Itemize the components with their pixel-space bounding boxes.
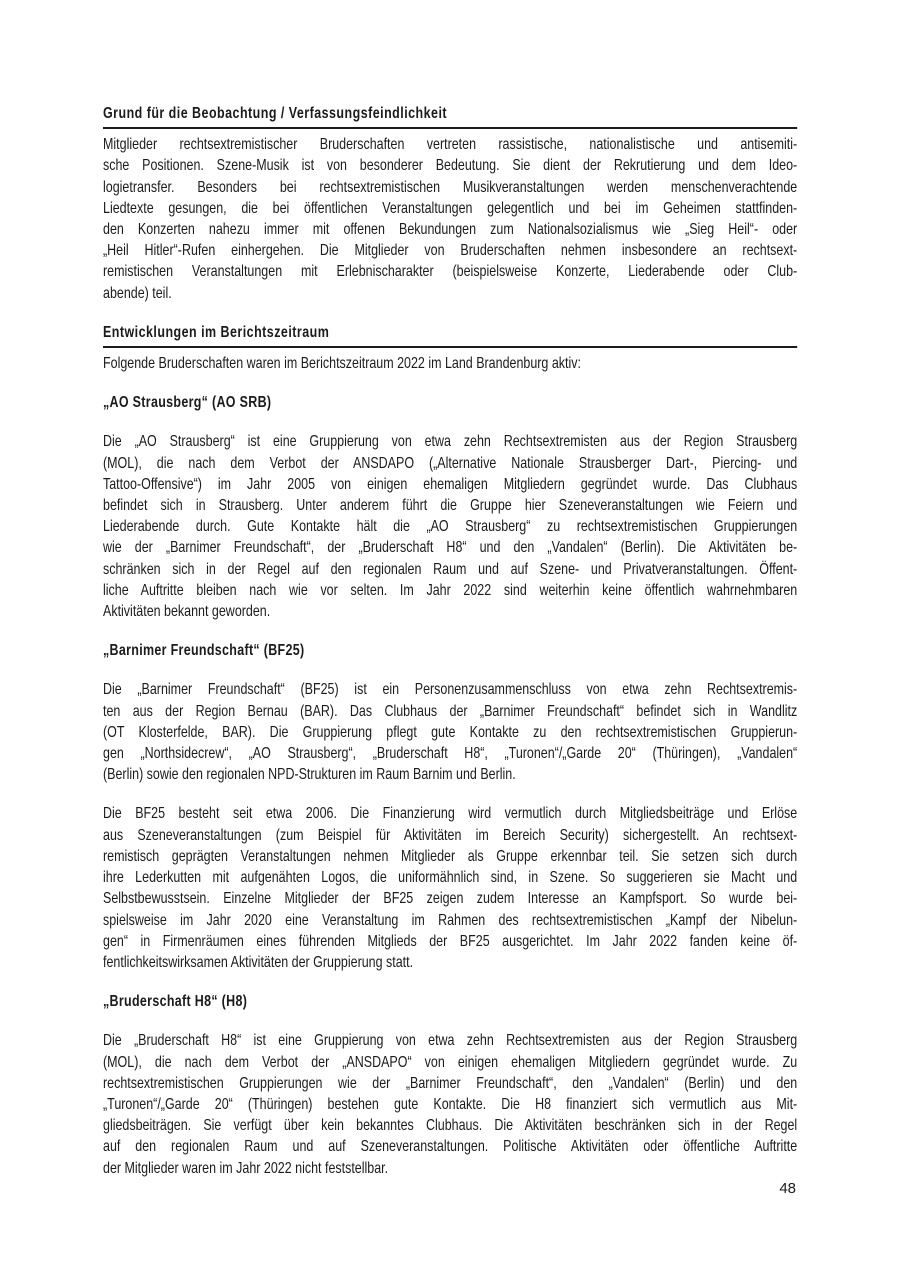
text-line: (MOL), die nach dem Verbot der ANSDAPO („Alternative Nationale Strausberger Dart-, Piercing- und (103, 454, 798, 472)
text-line: den Konzerten nahezu immer mit offenen Bekundungen zum Nationalsozialismus wie „Sieg Heil“- oder (103, 221, 798, 239)
paragraph-bf25-second (103, 803, 797, 973)
paragraph-bruderschaft-h8 (103, 1030, 797, 1178)
text-line: „Heil Hitler“-Rufen einhergehen. Die Mitglieder von Bruderschaften nehmen insbesondere an rechtsext- (103, 242, 798, 260)
text-line: gliedsbeiträgen. Sie verfügt über kein bekanntes Clubhaus. Die Aktivitäten beschränken sich in der Regel (103, 1117, 798, 1135)
developments-intro-line: Folgende Bruderschaften waren im Berichtszeitraum 2022 im Land Brandenburg aktiv: (103, 355, 581, 373)
section-heading-reason: Grund für die Beobachtung / Verfassungsfeindlichkeit (103, 103, 797, 129)
text-line: auf den regionalen Raum und auf Szeneveranstaltungen. Politische Aktivitäten oder öffentliche Auftritte (103, 1138, 798, 1156)
text-line: gen“ in Firmenräumen eines führenden Mitglieds der BF25 ausgerichtet. Im Jahr 2022 fanden keine öf- (103, 932, 798, 950)
text-line: Die BF25 besteht seit etwa 2006. Die Finanzierung wird vermutlich durch Mitgliedsbeiträge und Erlöse (103, 805, 798, 823)
text-line: befindet sich in Strausberg. Unter anderem führt die Gruppe hier Szeneveranstaltungen wie Feiern und (103, 497, 798, 515)
text-line: gen „Northsidecrew“, „AO Strausberg“, „Bruderschaft H8“, „Turonen“/„Garde 20“ (Thüringen), „Vandalen“ (103, 745, 798, 763)
text-line: (MOL), die nach dem Verbot der „ANSDAPO“ von einigen ehemaligen Mitgliedern gegründet wurde. Zu (103, 1053, 798, 1071)
text-line: remistischen Veranstaltungen mit Erlebnischarakter (beispielsweise Konzerte, Liederabende oder Club- (103, 263, 798, 281)
page-number: 48 (779, 1180, 796, 1197)
paragraph-bf25-first (103, 679, 797, 785)
text-line: Liederabende durch. Gute Kontakte hält die „AO Strausberg“ zu rechtsextremistischen Gruppierungen (103, 518, 798, 536)
text-line: aus Szeneveranstaltungen (zum Beispiel für Aktivitäten im Bereich Security) sichergestellt. An rechtsext- (103, 826, 798, 844)
text-line: (OT Klosterfelde, BAR). Die Gruppierung pflegt gute Kontakte zu den rechtsextremistischen Gruppierun- (103, 723, 798, 741)
paragraph-reason (103, 134, 797, 304)
text-line: Die „Barnimer Freundschaft“ (BF25) ist ein Personenzusammenschluss von etwa zehn Rechtsextremis- (103, 681, 798, 699)
text-line: fentlichkeitswirksamen Aktivitäten der Gruppierung statt. (103, 953, 414, 971)
text-line: spielsweise im Jahr 2020 eine Veranstaltung im Rahmen des rechtsextremistischen „Kampf der Nibelun- (103, 911, 798, 929)
text-line: ihre Lederkutten mit aufgenähten Logos, die uniformähnlich sind, in Szene. So suggerieren sie Macht und (103, 869, 798, 887)
subheading-ao-strausberg: „AO Strausberg“ (AO SRB) (103, 394, 272, 412)
paragraph-ao-strausberg (103, 431, 797, 622)
subheading-bruderschaft-h8: „Bruderschaft H8“ (H8) (103, 993, 248, 1011)
text-line: Liedtexte gesungen, die bei öffentlichen Veranstaltungen gelegentlich und bei im Geheimen stattfinden- (103, 199, 798, 217)
text-line: Die „AO Strausberg“ ist eine Gruppierung von etwa zehn Rechtsextremisten aus der Region Strausberg (103, 433, 798, 451)
text-line: Selbstbewusstsein. Einzelne Mitglieder der BF25 zeigen zudem Interesse an Kampfsport. So wurde bei- (103, 890, 798, 908)
text-line: Mitglieder rechtsextremistischer Bruderschaften vertreten rassistische, nationalistische und antisemiti- (103, 136, 798, 154)
text-line: der Mitglieder waren im Jahr 2022 nicht feststellbar. (103, 1159, 389, 1177)
text-line: liche Auftritte bleiben nach wie vor selten. Im Jahr 2022 sind weiterhin keine öffentlich wahrnehmbaren (103, 581, 798, 599)
text-line: remistisch geprägten Veranstaltungen nehmen Mitglieder als Gruppe erkennbar teil. Sie setzen sich durch (103, 847, 798, 865)
page-content (103, 103, 797, 1179)
text-line: sche Positionen. Szene-Musik ist von besonderer Bedeutung. Sie dient der Rekrutierung und dem Ideo- (103, 157, 798, 175)
section-heading-developments: Entwicklungen im Berichtszeitraum (103, 322, 797, 348)
text-line: abende) teil. (103, 284, 172, 302)
text-line: Tattoo-Offensive“) im Jahr 2005 von einigen ehemaligen Mitgliedern gegründet wurde. Das Clubhaus (103, 475, 798, 493)
text-line: Aktivitäten bekannt geworden. (103, 603, 271, 621)
text-line: „Turonen“/„Garde 20“ (Thüringen) bestehen gute Kontakte. Die H8 finanziert sich vermutlich aus Mit- (103, 1095, 798, 1113)
text-line: ten aus der Region Bernau (BAR). Das Clubhaus der „Barnimer Freundschaft“ befindet sich in Wandlitz (103, 702, 798, 720)
text-line: schränken sich in der Regel auf den regionalen Raum und auf Szene- und Privatveranstaltungen. Öffent- (103, 560, 798, 578)
subheading-barnimer-freundschaft: „Barnimer Freundschaft“ (BF25) (103, 642, 305, 660)
text-line: (Berlin) sowie den regionalen NPD-Strukturen im Raum Barnim und Berlin. (103, 766, 516, 784)
text-line: logietransfer. Besonders bei rechtsextremistischen Musikveranstaltungen werden menschenverachtende (103, 178, 798, 196)
text-line: rechtsextremistischen Gruppierungen wie der „Barnimer Freundschaft“, den „Vandalen“ (Berlin) und den (103, 1074, 798, 1092)
text-line: Die „Bruderschaft H8“ ist eine Gruppierung von etwa zehn Rechtsextremisten aus der Region Strausberg (103, 1032, 798, 1050)
text-line: wie der „Barnimer Freundschaft“, der „Bruderschaft H8“ und den „Vandalen“ (Berlin). Die Aktivitäten be- (103, 539, 798, 557)
